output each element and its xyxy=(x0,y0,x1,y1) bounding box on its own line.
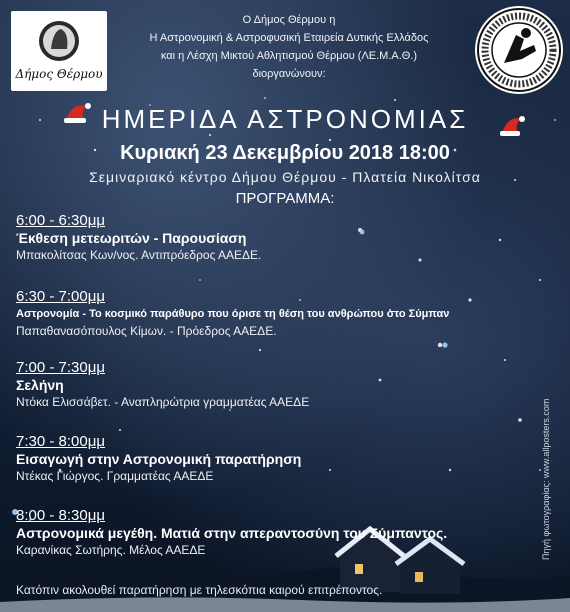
event-title: ΗΜΕΡΙΔΑ ΑΣΤΡΟΝΟΜΙΑΣ xyxy=(101,104,469,134)
schedule-time: 8:00 - 8:30μμ xyxy=(16,507,106,524)
schedule-speaker: Ντόκα Ελισσάβετ. - Αναπληρώτρια γραμματέας ΑΑΕΔΕ xyxy=(16,395,310,409)
coin-emblem-icon xyxy=(11,11,107,67)
municipality-logo xyxy=(11,11,107,91)
schedule-item xyxy=(16,507,447,558)
schedule-speaker: Μπακολίτσας Κων/νος. Αντιπρόεδρος ΑΑΕΔΕ. xyxy=(16,248,262,262)
schedule-speaker: Καρανίκας Σωτήρης. Μέλος ΑΑΕΔΕ xyxy=(16,543,206,557)
program-heading: ΠΡΟΓΡΑΜΜΑ: xyxy=(235,190,335,207)
schedule-time: 6:30 - 7:00μμ xyxy=(16,288,106,305)
schedule-item xyxy=(16,359,309,410)
astronomy-society-seal-icon xyxy=(474,5,564,95)
schedule-talk: Έκθεση μετεωριτών - Παρουσίαση xyxy=(16,230,247,246)
organizer-line: και η Λέσχη Μικτού Αθλητισμού Θέρμου (ΛΕ.Μ.Α.Θ.) xyxy=(160,50,418,62)
schedule-item xyxy=(16,212,261,263)
organizer-line: Η Αστρονομική & Αστροφυσική Εταιρεία Δυτικής Ελλάδος xyxy=(149,32,429,44)
schedule-time: 6:00 - 6:30μμ xyxy=(16,212,106,229)
event-venue: Σεμιναριακό κέντρο Δήμου Θέρμου - Πλατεία Νικολίτσα xyxy=(89,169,481,185)
photo-credit: Πηγή φωτογραφίας: www.allposters.com xyxy=(541,398,551,560)
schedule-talk: Εισαγωγή στην Αστρονομική παρατήρηση xyxy=(16,451,302,467)
schedule-talk: Αστρονομία - Το κοσμικό παράθυρο που όρισε τη θέση του ανθρώπου στο Σύμπαν xyxy=(16,308,450,320)
organizer-line: Ο Δήμος Θέρμου η xyxy=(242,14,336,26)
schedule-time: 7:30 - 8:00μμ xyxy=(16,433,106,450)
event-date: Κυριακή 23 Δεκεμβρίου 2018 18:00 xyxy=(120,142,450,164)
schedule-item xyxy=(16,433,301,484)
schedule-speaker: Παπαθανασόπουλος Κίμων. - Πρόεδρος ΑΑΕΔΕ. xyxy=(16,324,277,338)
schedule-speaker: Ντέκας Γιώργος. Γραμματέας ΑΑΕΔΕ xyxy=(16,469,214,483)
schedule-talk: Αστρονομικά μεγέθη. Ματιά στην απεραντοσύνη του Σύμπαντος. xyxy=(16,525,448,541)
municipality-logo-caption: Δήμος Θέρμου xyxy=(15,67,103,81)
schedule-talk: Σελήνη xyxy=(16,377,64,393)
schedule-item xyxy=(16,288,449,339)
closing-note: Κατόπιν ακολουθεί παρατήρηση με τηλεσκόπια καιρού επιτρέποντος. xyxy=(16,583,383,597)
schedule-time: 7:00 - 7:30μμ xyxy=(16,359,106,376)
organizer-line: διοργανώνουν: xyxy=(252,68,326,80)
